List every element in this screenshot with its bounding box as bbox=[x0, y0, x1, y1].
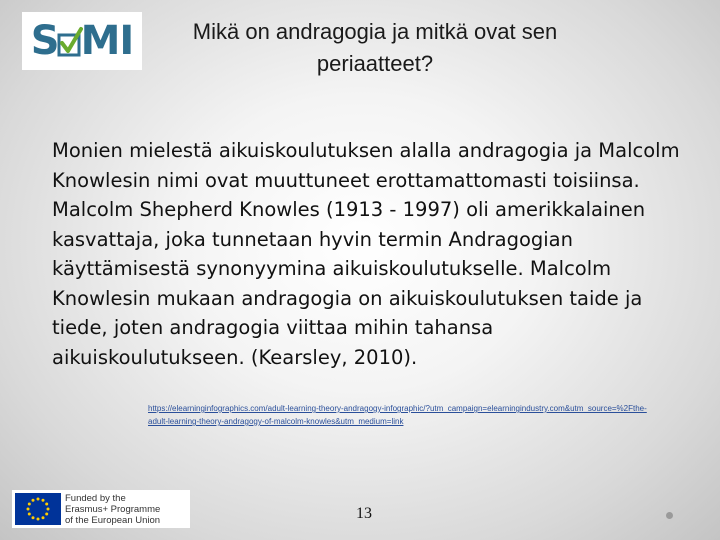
smi-logo bbox=[22, 12, 142, 70]
slide-body-text: Monien mielestä aikuiskoulutuksen alalla andragogia ja Malcolm Knowlesin nimi ovat muuttuneet erottamattomasti toisiinsa. Malcolm Shepherd Knowles (1913 - 1997) oli amerikkalainen kasvattaja, joka tunnetaan hyvin termin Andragogian käyttämisestä synonyymina aikuiskoulutukselle. Malcolm Knowlesin mukaan andragogia on aikuiskoulutuksen taide ja tiede, joten andragogia viittaa mihin tahansa aikuiskoulutukseen. (Kearsley, 2010). bbox=[52, 139, 680, 369]
eu-text-line1: Funded by the bbox=[65, 492, 126, 504]
eu-text-line3: of the European Union bbox=[65, 514, 161, 526]
bullet-dot bbox=[666, 512, 673, 519]
eu-flag-icon bbox=[15, 493, 61, 525]
checkmark-icon bbox=[57, 23, 83, 59]
erasmus-funding-logo bbox=[12, 490, 190, 528]
page-number: 13 bbox=[356, 505, 372, 522]
logo-letter-s: S bbox=[30, 18, 59, 64]
slide-title: Mikä on andragogia ja mitkä ovat sen periaatteet? bbox=[192, 19, 558, 76]
eu-text-line2: Erasmus+ Programme bbox=[65, 503, 161, 515]
source-link[interactable]: https://elearninginfographics.com/adult-learning-theory-andragogy-infographic/?utm_campaign=elearningindustry.com&utm_source=%2Fthe-adult-learning-theory-andragogy-of-malcolm-knowles&utm_medium=link bbox=[148, 404, 647, 426]
logo-letters-mi: MI bbox=[80, 18, 134, 64]
